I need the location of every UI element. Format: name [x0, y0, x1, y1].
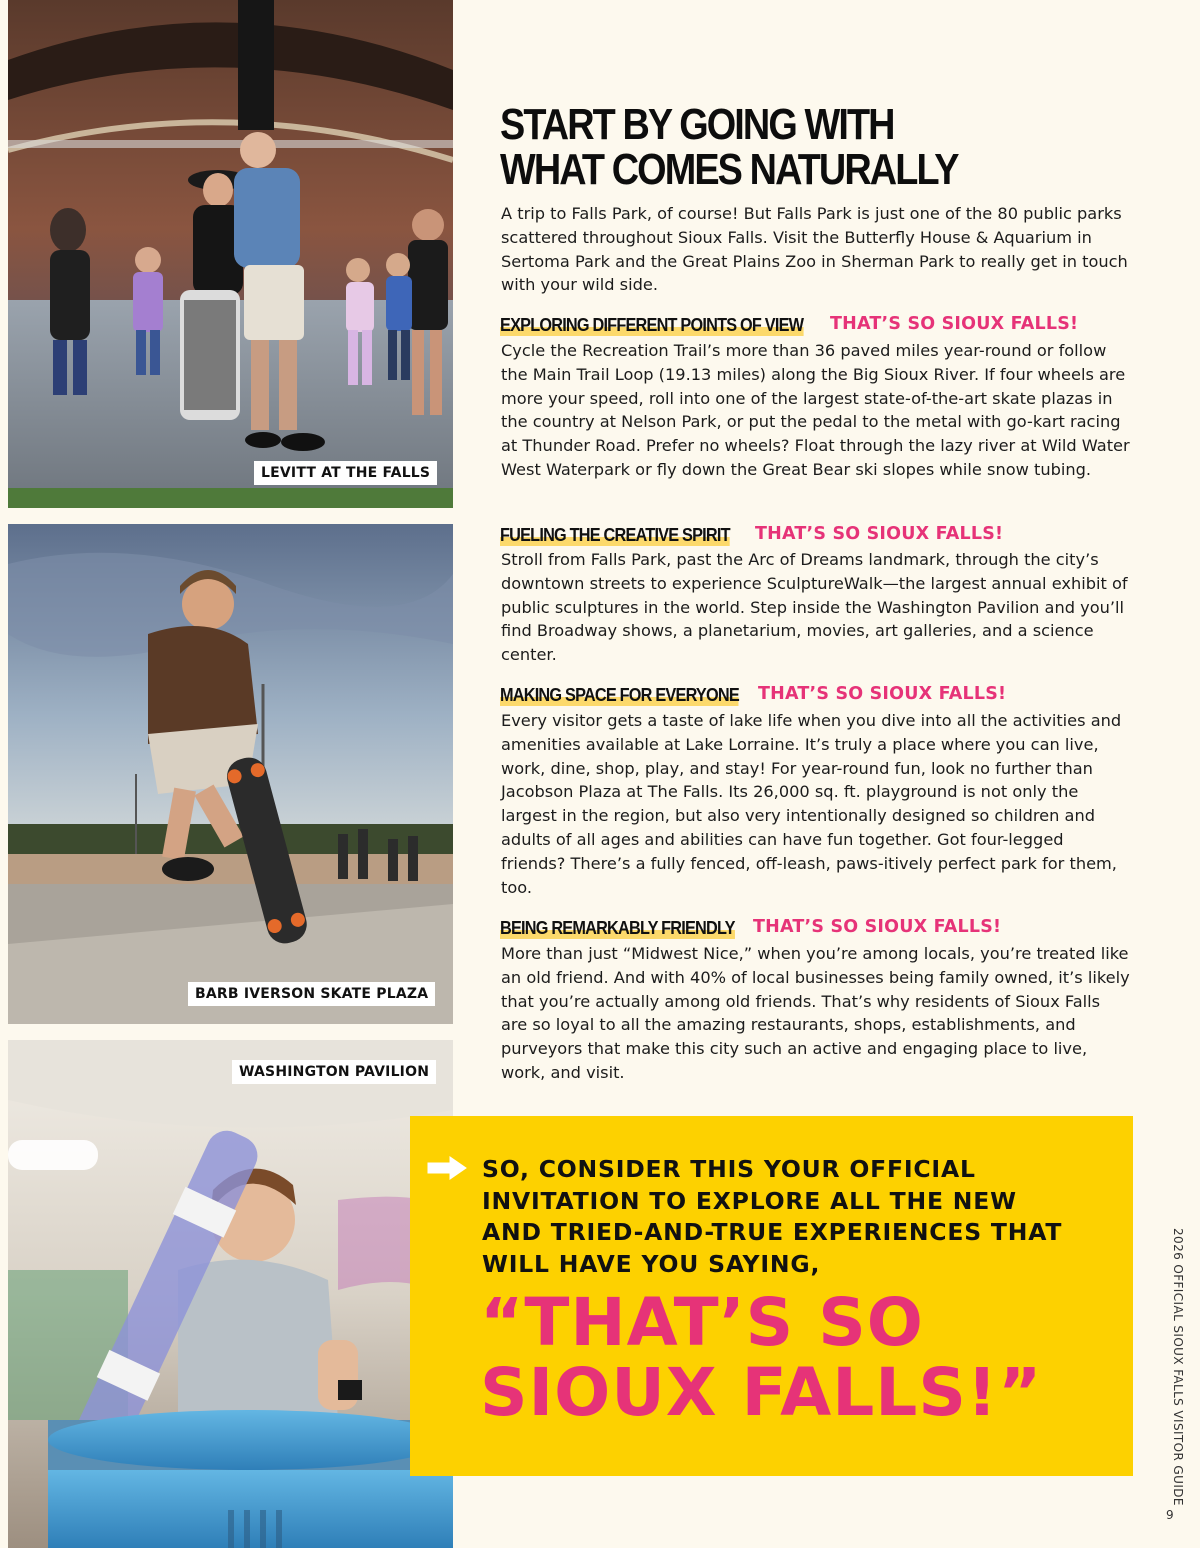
caption-skate-plaza: BARB IVERSON SKATE PLAZA: [188, 982, 435, 1006]
child-water-play-image: [8, 1040, 453, 1548]
section-title: EXPLORING DIFFERENT POINTS OF VIEW: [500, 314, 804, 335]
arrow-right-icon: [426, 1156, 468, 1180]
section-body-creative-spirit: Stroll from Falls Park, past the Arc of Dreams landmark, through the city’s downtown streets to experience SculptureWalk—the largest annual exhibit of public sculptures in the world. Step inside the Washington Pavilion and you’ll find Broadway shows, a planetarium, movies, art galleries, and a science center.: [501, 550, 1128, 665]
caption-levitt: LEVITT AT THE FALLS: [254, 461, 437, 485]
quote-line-2: SIOUX FALLS!”: [480, 1354, 1043, 1431]
invitation-text: SO, CONSIDER THIS YOUR OFFICIAL INVITATION TO EXPLORE ALL THE NEW AND TRIED-AND-TRUE EXPERIENCES THAT WILL HAVE YOU SAYING,: [482, 1155, 1063, 1278]
quote-line-1: “THAT’S SO: [480, 1284, 924, 1361]
page-number: 9: [1166, 1508, 1174, 1522]
section-heading-remarkably-friendly: [500, 917, 1002, 943]
concert-scene-image: [8, 0, 453, 508]
section-tagline: THAT’S SO SIOUX FALLS!: [755, 524, 1004, 544]
photo-levitt-at-the-falls: [8, 0, 453, 508]
photo-washington-pavilion: [8, 1040, 453, 1548]
section-tagline: THAT’S SO SIOUX FALLS!: [830, 314, 1079, 334]
section-heading-space-for-everyone: [500, 684, 1007, 710]
guide-title-vertical: 2026 OFFICIAL SIOUX FALLS VISITOR GUIDE: [1171, 1228, 1185, 1506]
tagline-quote: [480, 1284, 1120, 1431]
intro-paragraph: A trip to Falls Park, of course! But Falls Park is just one of the 80 public parks scattered throughout Sioux Falls. Visit the Butterfly House & Aquarium in Sertoma Park and the Great Plains Zoo in Sherman Park to really get in touch with your wild side.: [501, 204, 1128, 295]
section-heading-creative-spirit: [500, 524, 1004, 550]
section-body-points-of-view: Cycle the Recreation Trail’s more than 36 paved miles year-round or follow the Main Trail Loop (19.13 miles) along the Big Sioux River. If four wheels are more your speed, roll into one of the largest state-of-the-art skate plazas in the country at Nelson Park, or put the pedal to the metal with go-kart racing at Thunder Road. Prefer no wheels? Float through the lazy river at Wild Water West Waterpark or fly down the Great Bear ski slopes while snow tubing.: [501, 341, 1130, 479]
section-title: FUELING THE CREATIVE SPIRIT: [500, 524, 730, 545]
photo-barb-iverson-skate-plaza: [8, 524, 453, 1024]
section-tagline: THAT’S SO SIOUX FALLS!: [753, 917, 1002, 937]
skateboarder-image: [8, 524, 453, 1024]
section-tagline: THAT’S SO SIOUX FALLS!: [758, 684, 1007, 704]
caption-washington-pavilion: WASHINGTON PAVILION: [232, 1060, 436, 1084]
headline-line-2: WHAT COMES NATURALLY: [500, 145, 958, 194]
section-heading-points-of-view: [500, 314, 1079, 340]
headline-line-1: START BY GOING WITH: [500, 100, 894, 149]
section-body-space-for-everyone: Every visitor gets a taste of lake life when you dive into all the activities and amenities available at Lake Lorraine. It’s truly a place where you can live, work, dine, shop, play, and stay! For year-round fun, look no further than Jacobson Plaza at The Falls. Its 26,000 sq. ft. playground is not only the largest in the region, but also very intentionally designed so children and adults of all ages and abilities can have fun together. Got four-legged friends? There’s a fully fenced, off-leash, paws-itively perfect park for them, too.: [501, 711, 1122, 897]
section-title: MAKING SPACE FOR EVERYONE: [500, 684, 739, 705]
section-body-remarkably-friendly: More than just “Midwest Nice,” when you’re among locals, you’re treated like an old friend. And with 40% of local businesses being family owned, it’s likely that you’re actually among old friends. That’s why residents of Sioux Falls are so loyal to all the amazing restaurants, shops, establishments, and purveyors that make this city such an active and engaging place to live, work, and visit.: [501, 944, 1130, 1082]
page-headline: [500, 102, 982, 192]
section-title: BEING REMARKABLY FRIENDLY: [500, 917, 735, 938]
